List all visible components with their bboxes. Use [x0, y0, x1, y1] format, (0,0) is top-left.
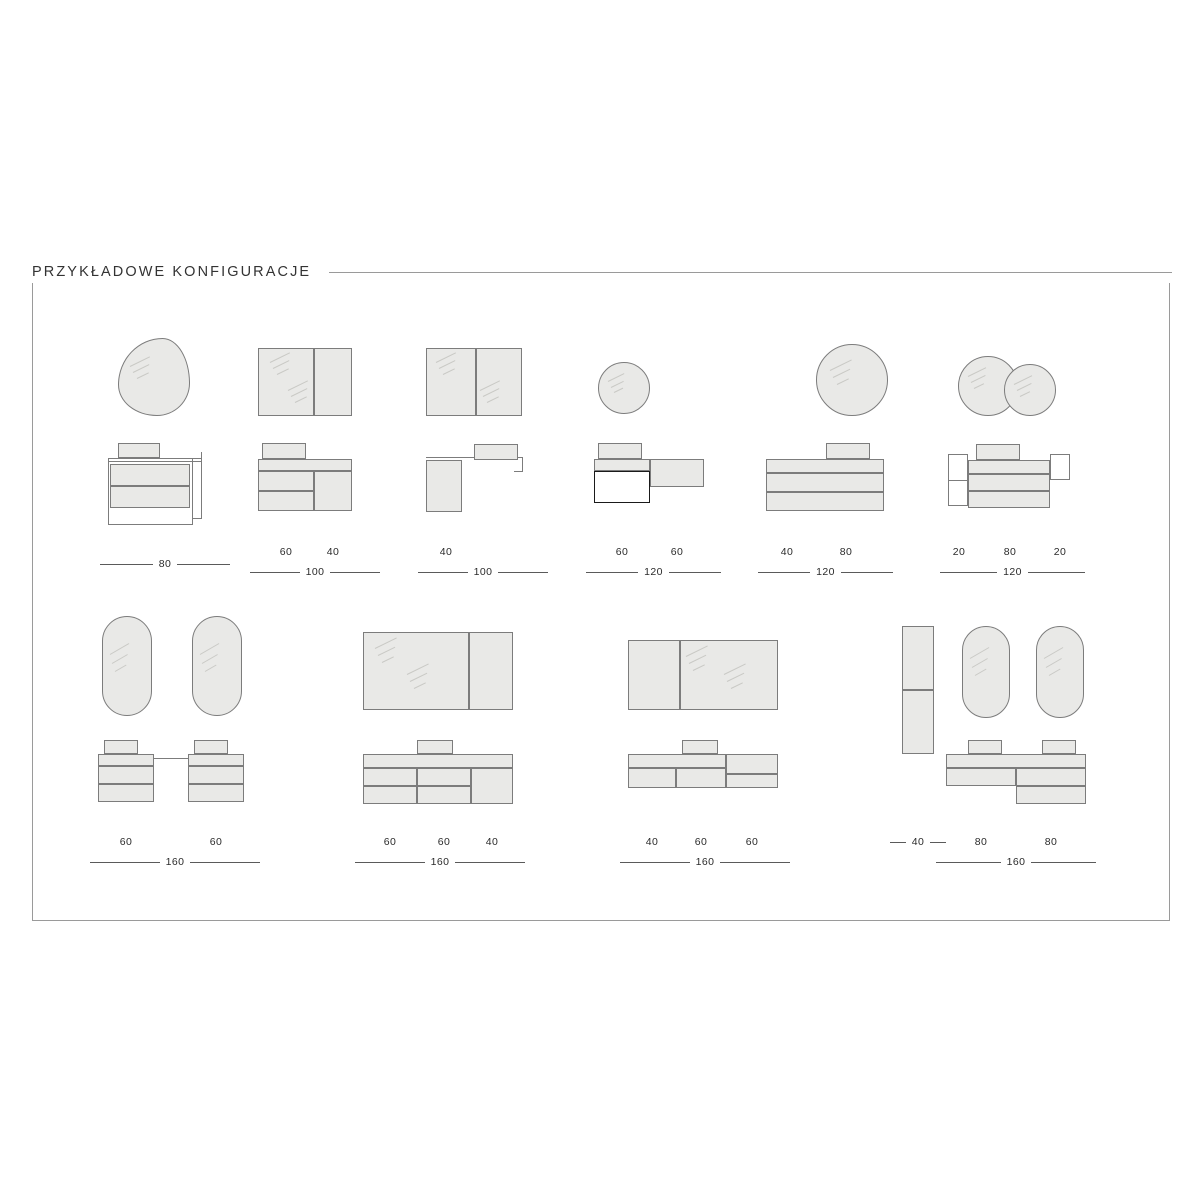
cabinet-top	[968, 460, 1050, 474]
cabinet-right-drawer-lower	[188, 784, 244, 802]
cabinet-top	[594, 459, 650, 471]
dimension-segments: 40 60 60	[645, 836, 759, 848]
cabinet-drawer-upper	[110, 464, 190, 486]
washbasin	[262, 443, 306, 459]
dimension-total: 120	[586, 566, 721, 578]
cabinet-drawer-lower-mid	[417, 786, 471, 804]
dimension-segments: 60 60	[615, 546, 684, 558]
washbasin-left	[104, 740, 138, 754]
title-divider	[329, 272, 1172, 273]
frame-leg-back	[201, 452, 202, 518]
cabinet-drawer-lower	[258, 491, 314, 511]
section-title	[32, 264, 1172, 280]
mirror-stadium-right	[192, 616, 242, 716]
side-column-right	[1050, 454, 1070, 480]
cabinet-drawer-right-lower	[1016, 786, 1086, 804]
frame-leg-right	[192, 458, 193, 524]
mirror-left	[258, 348, 314, 416]
mirror-small-circle	[598, 362, 650, 414]
countertop-line-2	[108, 461, 202, 462]
dimension-total: 80	[100, 558, 230, 570]
cabinet-right-drawer-upper	[188, 766, 244, 784]
washbasin-right	[194, 740, 228, 754]
washbasin-right	[1042, 740, 1076, 754]
dimension-segments: 40 80	[780, 546, 853, 558]
config-4	[586, 330, 721, 580]
page-title: PRZYKŁADOWE KONFIGURACJE	[32, 264, 312, 280]
mirror-organic-blob	[118, 338, 190, 416]
countertop-edge-right	[522, 457, 523, 471]
tall-column-upper	[902, 626, 934, 690]
tall-column-lower	[902, 690, 934, 754]
config-5	[758, 330, 893, 580]
side-column-left-divider	[948, 480, 968, 481]
frame-leg-left	[108, 458, 109, 524]
cabinet-left-top	[98, 754, 154, 766]
cabinet-top	[363, 754, 513, 768]
dimension-total: 160	[936, 856, 1096, 868]
cabinet-drawer-lower	[968, 491, 1050, 508]
config-2	[250, 330, 380, 580]
mirror-right	[314, 348, 352, 416]
washbasin	[417, 740, 453, 754]
mirror-wide-left	[628, 640, 680, 710]
dimension-segments: 80 80	[974, 836, 1058, 848]
mirror-wide-left	[363, 632, 469, 710]
washbasin	[826, 443, 870, 459]
mirror-stadium-left	[102, 616, 152, 716]
cabinet-side-unit	[314, 471, 352, 511]
config-6	[940, 330, 1090, 580]
cabinet-right-top	[188, 754, 244, 766]
countertop-line	[108, 458, 202, 459]
cabinet-drawer-upper	[766, 473, 884, 492]
dimension-total: 160	[90, 856, 260, 868]
mirror-large-circle	[816, 344, 888, 416]
cabinet-drawer-left	[946, 768, 1016, 786]
dimension-segments: 60 60	[119, 836, 223, 848]
dimension-total: 100	[418, 566, 548, 578]
dimension-total: 160	[355, 856, 525, 868]
frame-base	[108, 524, 193, 525]
cabinet-left-drawer-upper	[98, 766, 154, 784]
washbasin	[118, 443, 160, 458]
cabinet-top	[258, 459, 352, 471]
mirror-stadium-left	[962, 626, 1010, 718]
cabinet-unit	[426, 460, 462, 512]
dimension-total: 100	[250, 566, 380, 578]
dimension-total: 120	[940, 566, 1085, 578]
open-shelf-unit	[594, 471, 650, 503]
cabinet-unit-right	[471, 768, 513, 804]
cabinet-drawer-upper-left	[363, 768, 417, 786]
cabinet-top	[766, 459, 884, 473]
countertop-extension	[650, 459, 704, 487]
connecting-countertop	[154, 758, 188, 759]
cabinet-drawer-mid	[676, 768, 726, 788]
mirror-right	[476, 348, 522, 416]
washbasin-left	[968, 740, 1002, 754]
cabinet-drawer-upper	[258, 471, 314, 491]
config-7	[90, 608, 270, 878]
cabinet-drawer-left	[628, 768, 676, 788]
cabinet-drawer-upper	[968, 474, 1050, 491]
cabinet-top-left	[628, 754, 726, 768]
mirror-circle-right	[1004, 364, 1056, 416]
mirror-wide-right	[680, 640, 778, 710]
mirror-left	[426, 348, 476, 416]
cabinet-unit-right	[726, 774, 778, 788]
config-3	[418, 330, 548, 580]
frame-base-back	[192, 518, 202, 519]
cabinet-drawer-lower	[110, 486, 190, 508]
dimension-column: 40	[890, 836, 946, 848]
config-1	[100, 330, 230, 580]
config-10	[880, 608, 1090, 878]
dimension-segments: 20 80 20	[952, 546, 1067, 558]
dimension-segments: 60 40	[279, 546, 340, 558]
dimension-segments: 40	[439, 546, 453, 558]
countertop-edge-bottom	[514, 471, 523, 472]
config-9	[620, 608, 800, 878]
cabinet-drawer-lower-left	[363, 786, 417, 804]
dimension-total: 120	[758, 566, 893, 578]
config-8	[355, 608, 535, 878]
cabinet-drawer-lower	[766, 492, 884, 511]
mirror-stadium-right	[1036, 626, 1084, 718]
cabinet-left-drawer-lower	[98, 784, 154, 802]
mirror-wide-right	[469, 632, 513, 710]
dimension-total: 160	[620, 856, 790, 868]
washbasin	[682, 740, 718, 754]
cabinet-top	[946, 754, 1086, 768]
countertop-extension	[726, 754, 778, 774]
washbasin	[976, 444, 1020, 460]
washbasin	[474, 444, 518, 460]
dimension-segments: 60 60 40	[383, 836, 499, 848]
cabinet-drawer-right-upper	[1016, 768, 1086, 786]
washbasin	[598, 443, 642, 459]
cabinet-drawer-upper-mid	[417, 768, 471, 786]
